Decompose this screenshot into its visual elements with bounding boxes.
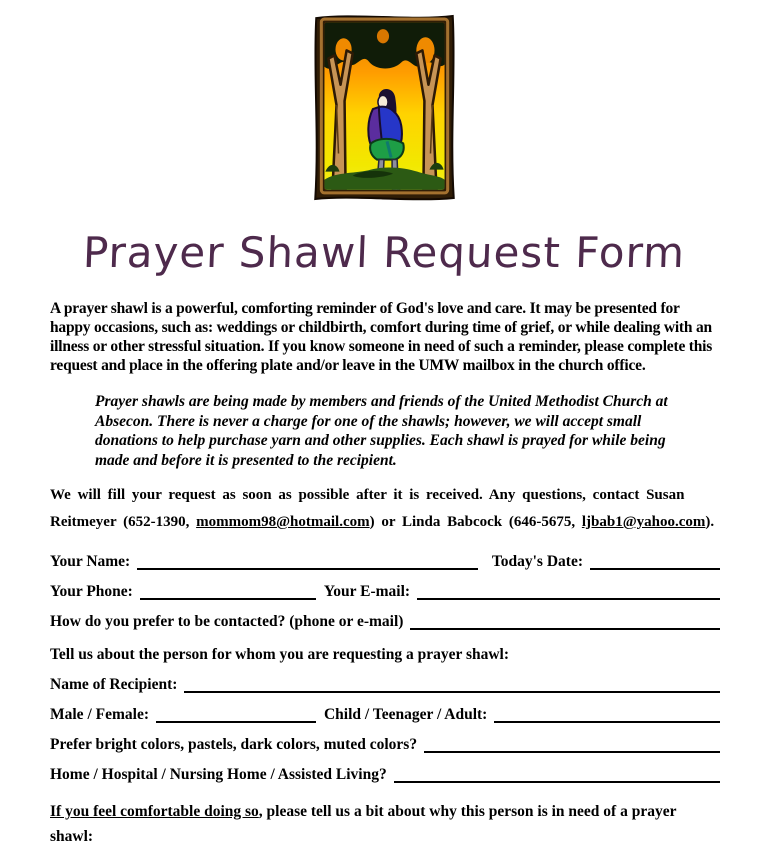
reason-prompt <box>50 799 702 849</box>
contact-text-mid: ) or Linda Babcock (646-5675, <box>369 514 582 530</box>
your-email-label: Your E-mail: <box>323 583 411 600</box>
todays-date-label: Today's Date: <box>491 553 583 570</box>
contact-text-pre: We will fill your request as soon as possible after it is received. Any questions, contact Susan Reitmeyer (652-1390, <box>50 487 685 530</box>
contact-preference-row <box>50 612 720 631</box>
your-name-label: Your Name: <box>50 553 131 570</box>
recipient-line[interactable] <box>184 677 720 693</box>
contact-preference-line[interactable] <box>410 614 720 630</box>
gender-label: Male / Female: <box>50 706 149 723</box>
your-phone-line[interactable] <box>140 584 316 600</box>
phone-email-row <box>50 582 720 601</box>
your-phone-label: Your Phone: <box>50 583 133 600</box>
color-preference-line[interactable] <box>424 737 720 753</box>
about-shawls-paragraph: Prayer shawls are being made by members and friends of the United Methodist Church at Absecon. There is never a charge for one of the shawls; however, we will accept small donations to help purchase yarn and other supplies. Each shawl is prayed for while being made and before it is presented to the recipient. <box>95 393 668 469</box>
contact-preference-label: How do you prefer to be contacted? (phone or e-mail) <box>50 613 404 630</box>
gender-age-row <box>50 705 720 724</box>
location-line[interactable] <box>394 767 720 783</box>
recipient-label: Name of Recipient: <box>50 676 178 693</box>
intro-paragraph: A prayer shawl is a powerful, comforting reminder of God's love and care. It may be presented for happy occasions, such as: weddings or childbirth, comfort during time of grief, or while dealing with an illness or other stressful situation. If you know someone in need of such a reminder, please complete this request and place in the offering plate and/or leave in the UMW mailbox in the church office. <box>50 300 713 374</box>
reason-prompt-underlined: If you feel comfortable doing so <box>50 803 259 820</box>
reason-prompt-rest: , please tell us a bit about why this person is in need of a prayer shawl: <box>50 803 677 845</box>
color-preference-label: Prefer bright colors, pastels, dark colors, muted colors? <box>50 736 418 753</box>
recipient-row <box>50 675 720 694</box>
gender-line[interactable] <box>156 707 316 723</box>
your-email-line[interactable] <box>417 584 720 600</box>
section-heading: Tell us about the person for whom you are requesting a prayer shawl: <box>50 646 510 663</box>
location-label: Home / Hospital / Nursing Home / Assisted Living? <box>50 766 387 783</box>
section-heading-row <box>50 645 720 664</box>
prayer-shawl-illustration <box>312 12 457 202</box>
contact-paragraph <box>50 482 720 536</box>
your-name-line[interactable] <box>137 554 478 570</box>
location-row <box>50 765 720 784</box>
request-form <box>50 552 720 784</box>
page-title: Prayer Shawl Request Form <box>82 228 686 277</box>
color-preference-row <box>50 735 720 754</box>
email-link-linda[interactable]: ljbab1@yahoo.com <box>581 514 706 530</box>
email-link-susan[interactable]: mommom98@hotmail.com <box>196 514 370 530</box>
name-date-row <box>50 552 720 571</box>
contact-text-post: ). <box>705 514 715 530</box>
age-line[interactable] <box>494 707 720 723</box>
age-label: Child / Teenager / Adult: <box>323 706 488 723</box>
artwork-container <box>0 0 768 202</box>
todays-date-line[interactable] <box>590 554 720 570</box>
